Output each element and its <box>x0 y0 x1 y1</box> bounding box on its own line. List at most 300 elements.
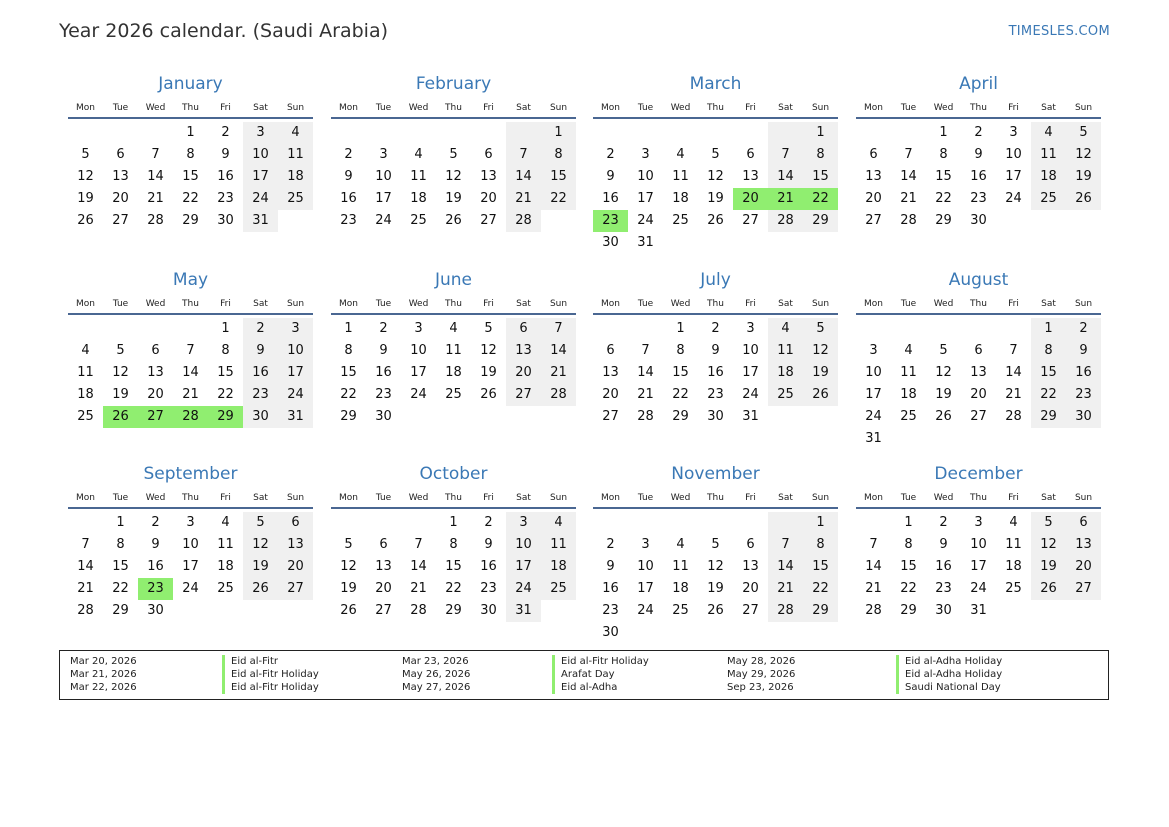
month-title: March <box>689 74 742 94</box>
day-cell: 9 <box>711 343 720 358</box>
empty-cell <box>803 406 838 428</box>
day-cell: 10 <box>637 559 654 574</box>
legend-holiday-name: Eid al-Fitr Holiday <box>552 655 649 668</box>
weekday-label: Sat <box>516 103 531 113</box>
empty-cell <box>331 512 366 534</box>
day-cell: 9 <box>221 147 230 162</box>
weekday-label: Tue <box>900 299 917 309</box>
day-cell: 3 <box>869 343 878 358</box>
day-cell: 29 <box>900 603 917 618</box>
day-cell: 9 <box>939 537 948 552</box>
day-cell: 19 <box>1066 166 1101 188</box>
day-cell: 4 <box>676 537 685 552</box>
week-row <box>593 144 838 166</box>
day-cell: 7 <box>541 318 576 340</box>
weekday-label: Thu <box>970 103 987 113</box>
week-row <box>856 166 1101 188</box>
day-cell: 11 <box>77 365 94 380</box>
week-row <box>331 512 576 534</box>
month-title: June <box>434 270 473 290</box>
day-cell: 17 <box>970 559 987 574</box>
day-cell: 10 <box>865 365 882 380</box>
empty-cell <box>103 122 138 144</box>
day-cell: 30 <box>243 406 278 428</box>
day-cell: 19 <box>803 362 838 384</box>
day-cell: 5 <box>1031 512 1066 534</box>
weekday-label: Sun <box>549 299 568 309</box>
weekday-label: Thu <box>707 103 724 113</box>
day-cell: 9 <box>243 340 278 362</box>
weekday-label: Fri <box>220 299 231 309</box>
legend-name-column <box>896 655 1002 694</box>
weekday-label: Tue <box>637 103 654 113</box>
day-cell: 14 <box>900 169 917 184</box>
days-grid <box>856 122 1101 232</box>
week-row <box>331 578 576 600</box>
day-cell: 6 <box>379 537 388 552</box>
day-cell: 25 <box>1005 581 1022 596</box>
day-cell: 1 <box>904 515 913 530</box>
weekday-label: Sat <box>253 103 268 113</box>
day-cell: 17 <box>410 365 427 380</box>
empty-cell <box>593 318 628 340</box>
weekday-label: Wed <box>408 493 429 503</box>
day-cell: 20 <box>742 581 759 596</box>
week-row <box>593 622 838 644</box>
week-row <box>593 512 838 534</box>
empty-cell <box>628 512 663 534</box>
empty-cell <box>768 512 803 534</box>
week-row <box>593 362 838 384</box>
empty-cell <box>541 600 576 622</box>
empty-cell <box>366 512 401 534</box>
weekday-label: Mon <box>76 103 95 113</box>
day-cell: 13 <box>742 169 759 184</box>
empty-cell <box>401 406 436 428</box>
header-divider <box>593 313 838 315</box>
week-row <box>856 406 1101 428</box>
day-cell: 20 <box>506 362 541 384</box>
day-cell: 18 <box>278 166 313 188</box>
weekday-label: Sun <box>811 299 830 309</box>
day-cell: 24 <box>278 384 313 406</box>
day-cell: 11 <box>217 537 234 552</box>
legend-date: May 26, 2026 <box>402 669 471 680</box>
day-cell: 10 <box>1005 147 1022 162</box>
month-title: May <box>172 270 209 290</box>
empty-cell <box>401 512 436 534</box>
days-grid <box>593 318 838 428</box>
day-cell: 30 <box>602 235 619 250</box>
week-row <box>331 144 576 166</box>
legend-holiday-name: Eid al-Adha Holiday <box>896 668 1002 681</box>
holiday-legend <box>59 650 1109 700</box>
empty-cell <box>1031 210 1066 232</box>
day-cell: 21 <box>900 191 917 206</box>
day-cell: 25 <box>278 188 313 210</box>
weekday-label: Fri <box>483 299 494 309</box>
day-cell: 27 <box>970 409 987 424</box>
empty-cell <box>331 122 366 144</box>
day-cell: 29 <box>112 603 129 618</box>
month-december <box>856 462 1101 622</box>
day-cell: 3 <box>414 321 423 336</box>
day-cell: 18 <box>541 556 576 578</box>
weekday-label: Sun <box>549 493 568 503</box>
week-row <box>331 406 576 428</box>
day-cell: 20 <box>970 387 987 402</box>
empty-cell <box>926 428 961 450</box>
weekday-label: Fri <box>745 493 756 503</box>
day-cell: 9 <box>606 169 615 184</box>
holiday-day-cell: 26 <box>103 406 138 428</box>
holiday-day-cell: 23 <box>138 578 173 600</box>
day-cell: 9 <box>974 147 983 162</box>
day-cell: 3 <box>186 515 195 530</box>
weekday-label: Wed <box>670 299 691 309</box>
legend-date: May 28, 2026 <box>727 656 796 667</box>
week-row <box>856 340 1101 362</box>
day-cell: 11 <box>768 340 803 362</box>
legend-date: May 29, 2026 <box>727 669 796 680</box>
day-cell: 26 <box>480 387 497 402</box>
day-cell: 28 <box>768 210 803 232</box>
empty-cell <box>996 600 1031 622</box>
day-cell: 21 <box>77 581 94 596</box>
week-row <box>68 144 313 166</box>
month-title: February <box>415 74 492 94</box>
day-cell: 15 <box>541 166 576 188</box>
empty-cell <box>593 122 628 144</box>
week-row <box>593 232 838 254</box>
week-row <box>856 600 1101 622</box>
day-cell: 2 <box>939 515 948 530</box>
weekday-label: Sat <box>516 493 531 503</box>
day-cell: 11 <box>1005 537 1022 552</box>
day-cell: 15 <box>803 556 838 578</box>
weekday-label: Sun <box>1074 493 1093 503</box>
day-cell: 23 <box>217 191 234 206</box>
day-cell: 2 <box>1066 318 1101 340</box>
day-cell: 14 <box>768 556 803 578</box>
week-row <box>331 188 576 210</box>
weekday-label: Mon <box>339 299 358 309</box>
day-cell: 16 <box>480 559 497 574</box>
day-cell: 14 <box>410 559 427 574</box>
weekday-label: Mon <box>601 493 620 503</box>
day-cell: 24 <box>637 213 654 228</box>
day-cell: 16 <box>340 191 357 206</box>
week-row <box>593 188 838 210</box>
day-cell: 7 <box>506 144 541 166</box>
weekday-label: Tue <box>900 103 917 113</box>
day-cell: 5 <box>939 343 948 358</box>
day-cell: 8 <box>221 343 230 358</box>
day-cell: 25 <box>900 409 917 424</box>
day-cell: 27 <box>742 213 759 228</box>
day-cell: 1 <box>1031 318 1066 340</box>
weekday-label: Sun <box>286 299 305 309</box>
month-january <box>68 72 313 232</box>
day-cell: 29 <box>803 210 838 232</box>
empty-cell <box>768 622 803 644</box>
empty-cell <box>996 318 1031 340</box>
day-cell: 30 <box>970 213 987 228</box>
day-cell: 20 <box>147 387 164 402</box>
header-divider <box>856 507 1101 509</box>
weekday-header <box>331 295 576 313</box>
week-row <box>331 362 576 384</box>
day-cell: 27 <box>865 213 882 228</box>
week-row <box>593 534 838 556</box>
day-cell: 18 <box>410 191 427 206</box>
weekday-label: Sun <box>1074 299 1093 309</box>
week-row <box>331 384 576 406</box>
day-cell: 1 <box>803 122 838 144</box>
legend-date-column <box>70 655 137 694</box>
week-row <box>68 384 313 406</box>
week-row <box>68 318 313 340</box>
weekday-label: Mon <box>864 103 883 113</box>
week-row <box>68 122 313 144</box>
weekday-label: Thu <box>182 299 199 309</box>
day-cell: 8 <box>186 147 195 162</box>
weekday-label: Fri <box>1008 299 1019 309</box>
day-cell: 22 <box>935 191 952 206</box>
day-cell: 8 <box>541 144 576 166</box>
week-row <box>331 318 576 340</box>
day-cell: 12 <box>243 534 278 556</box>
day-cell: 21 <box>506 188 541 210</box>
empty-cell <box>768 406 803 428</box>
legend-date-column <box>727 655 795 694</box>
day-cell: 5 <box>1066 122 1101 144</box>
week-row <box>68 188 313 210</box>
day-cell: 26 <box>77 213 94 228</box>
day-cell: 17 <box>278 362 313 384</box>
empty-cell <box>663 512 698 534</box>
weekday-label: Sun <box>286 493 305 503</box>
day-cell: 11 <box>1031 144 1066 166</box>
weekday-header <box>68 99 313 117</box>
day-cell: 5 <box>449 147 458 162</box>
day-cell: 18 <box>672 581 689 596</box>
day-cell: 10 <box>506 534 541 556</box>
day-cell: 21 <box>182 387 199 402</box>
weekday-label: Fri <box>220 103 231 113</box>
day-cell: 12 <box>77 169 94 184</box>
day-cell: 17 <box>506 556 541 578</box>
day-cell: 18 <box>217 559 234 574</box>
day-cell: 27 <box>602 409 619 424</box>
day-cell: 14 <box>541 340 576 362</box>
day-cell: 30 <box>1066 406 1101 428</box>
day-cell: 26 <box>707 603 724 618</box>
day-cell: 1 <box>541 122 576 144</box>
weekday-label: Sat <box>778 493 793 503</box>
empty-cell <box>1031 428 1066 450</box>
empty-cell <box>278 210 313 232</box>
empty-cell <box>401 122 436 144</box>
weekday-label: Sat <box>1041 493 1056 503</box>
header-divider <box>68 507 313 509</box>
month-title: January <box>158 74 223 94</box>
empty-cell <box>68 318 103 340</box>
empty-cell <box>891 318 926 340</box>
empty-cell <box>138 122 173 144</box>
day-cell: 12 <box>935 365 952 380</box>
weekday-label: Fri <box>745 299 756 309</box>
weekday-label: Tue <box>375 299 392 309</box>
legend-date: Sep 23, 2026 <box>727 682 794 693</box>
day-cell: 4 <box>1031 122 1066 144</box>
day-cell: 6 <box>484 147 493 162</box>
weekday-label: Thu <box>182 493 199 503</box>
day-cell: 10 <box>410 343 427 358</box>
day-cell: 3 <box>746 321 755 336</box>
legend-date-column <box>402 655 470 694</box>
weekday-label: Fri <box>483 103 494 113</box>
day-cell: 1 <box>116 515 125 530</box>
day-cell: 25 <box>217 581 234 596</box>
weekday-label: Wed <box>145 493 166 503</box>
day-cell: 1 <box>221 321 230 336</box>
week-row <box>856 188 1101 210</box>
week-row <box>68 166 313 188</box>
day-cell: 19 <box>707 581 724 596</box>
day-cell: 12 <box>340 559 357 574</box>
day-cell: 25 <box>672 213 689 228</box>
holiday-day-cell: 23 <box>593 210 628 232</box>
week-row <box>68 406 313 428</box>
day-cell: 8 <box>116 537 125 552</box>
day-cell: 30 <box>935 603 952 618</box>
day-cell: 27 <box>375 603 392 618</box>
header-divider <box>593 117 838 119</box>
day-cell: 12 <box>1031 534 1066 556</box>
day-cell: 25 <box>541 578 576 600</box>
week-row <box>856 122 1101 144</box>
day-cell: 21 <box>147 191 164 206</box>
day-cell: 10 <box>243 144 278 166</box>
day-cell: 6 <box>746 537 755 552</box>
day-cell: 12 <box>480 343 497 358</box>
day-cell: 25 <box>77 409 94 424</box>
empty-cell <box>506 122 541 144</box>
holiday-day-cell: 20 <box>733 188 768 210</box>
empty-cell <box>926 318 961 340</box>
week-row <box>856 428 1101 450</box>
day-cell: 17 <box>637 581 654 596</box>
day-cell: 16 <box>217 169 234 184</box>
day-cell: 16 <box>935 559 952 574</box>
week-row <box>856 534 1101 556</box>
week-row <box>593 340 838 362</box>
day-cell: 30 <box>707 409 724 424</box>
day-cell: 19 <box>340 581 357 596</box>
week-row <box>331 340 576 362</box>
day-cell: 5 <box>711 537 720 552</box>
day-cell: 1 <box>449 515 458 530</box>
day-cell: 12 <box>445 169 462 184</box>
day-cell: 15 <box>900 559 917 574</box>
day-cell: 18 <box>672 191 689 206</box>
day-cell: 2 <box>344 147 353 162</box>
day-cell: 26 <box>803 384 838 406</box>
day-cell: 16 <box>375 365 392 380</box>
day-cell: 31 <box>742 409 759 424</box>
day-cell: 18 <box>1005 559 1022 574</box>
weekday-label: Mon <box>339 493 358 503</box>
day-cell: 3 <box>278 318 313 340</box>
day-cell: 29 <box>445 603 462 618</box>
day-cell: 18 <box>900 387 917 402</box>
empty-cell <box>803 232 838 254</box>
empty-cell <box>506 406 541 428</box>
day-cell: 8 <box>449 537 458 552</box>
day-cell: 11 <box>672 559 689 574</box>
empty-cell <box>733 122 768 144</box>
weekday-label: Sat <box>516 299 531 309</box>
header-divider <box>856 117 1101 119</box>
weekday-header <box>331 99 576 117</box>
day-cell: 11 <box>900 365 917 380</box>
week-row <box>593 318 838 340</box>
week-row <box>68 362 313 384</box>
day-cell: 4 <box>676 147 685 162</box>
day-cell: 16 <box>147 559 164 574</box>
week-row <box>331 210 576 232</box>
day-cell: 19 <box>707 191 724 206</box>
brand-link[interactable]: TIMESLES.COM <box>1008 24 1110 39</box>
day-cell: 2 <box>151 515 160 530</box>
day-cell: 4 <box>768 318 803 340</box>
legend-date: Mar 20, 2026 <box>70 656 137 667</box>
weekday-label: Tue <box>637 299 654 309</box>
day-cell: 28 <box>147 213 164 228</box>
day-cell: 8 <box>904 537 913 552</box>
day-cell: 16 <box>1066 362 1101 384</box>
month-march <box>593 72 838 254</box>
day-cell: 12 <box>707 169 724 184</box>
day-cell: 15 <box>182 169 199 184</box>
days-grid <box>68 318 313 428</box>
day-cell: 7 <box>1009 343 1018 358</box>
day-cell: 19 <box>243 556 278 578</box>
legend-date: Mar 23, 2026 <box>402 656 469 667</box>
month-april <box>856 72 1101 232</box>
day-cell: 17 <box>1005 169 1022 184</box>
empty-cell <box>961 318 996 340</box>
day-cell: 27 <box>112 213 129 228</box>
weekday-header <box>68 295 313 313</box>
days-grid <box>68 512 313 622</box>
day-cell: 27 <box>480 213 497 228</box>
day-cell: 22 <box>1031 384 1066 406</box>
day-cell: 26 <box>445 213 462 228</box>
weekday-header <box>593 489 838 507</box>
day-cell: 28 <box>768 600 803 622</box>
week-row <box>856 210 1101 232</box>
day-cell: 15 <box>672 365 689 380</box>
day-cell: 3 <box>974 515 983 530</box>
day-cell: 13 <box>480 169 497 184</box>
weekday-label: Sat <box>1041 299 1056 309</box>
weekday-label: Sat <box>778 299 793 309</box>
header-divider <box>593 507 838 509</box>
week-row <box>593 406 838 428</box>
day-cell: 1 <box>939 125 948 140</box>
